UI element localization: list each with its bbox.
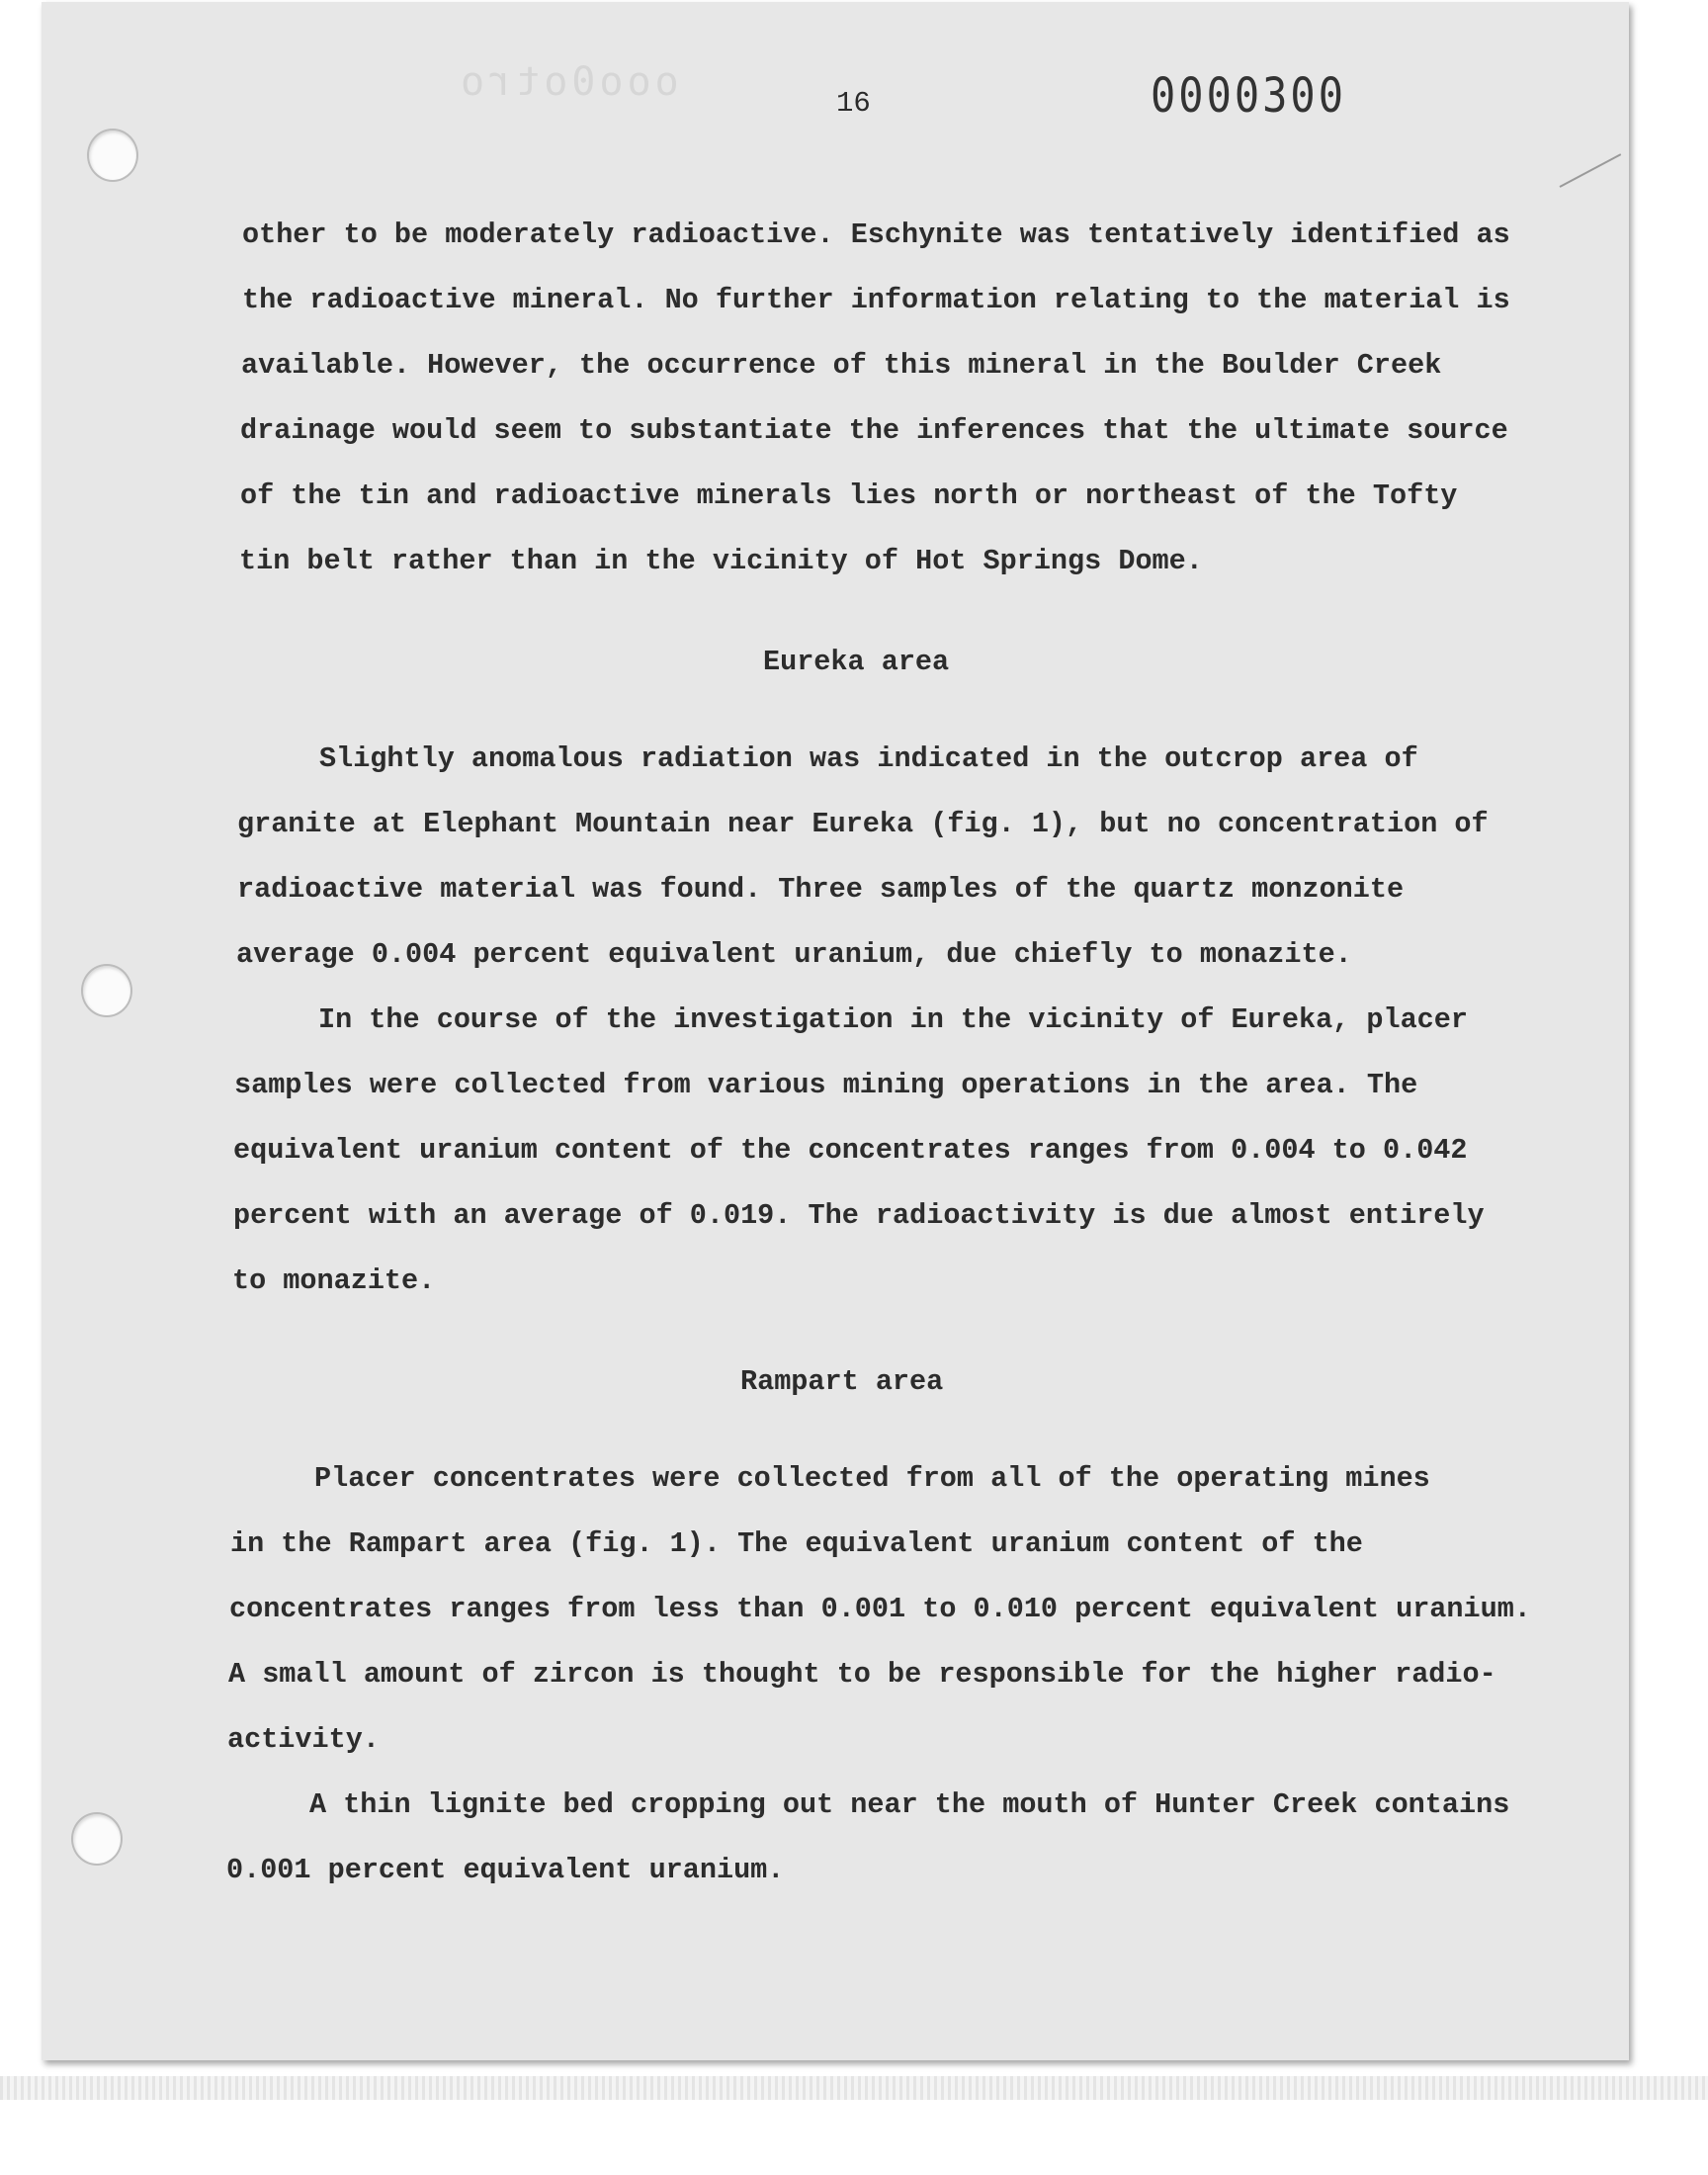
text-line: samples were collected from various mining operations in the area. The (234, 1069, 1418, 1101)
text-line: other to be moderately radioactive. Eschynite was tentatively identified as (242, 218, 1510, 251)
text-line: Slightly anomalous radiation was indicated in the outcrop area of (319, 742, 1418, 775)
punch-hole-bottom (71, 1812, 123, 1866)
text-line: percent with an average of 0.019. The radioactivity is due almost entirely (233, 1199, 1485, 1232)
text-line: tin belt rather than in the vicinity of Hot Springs Dome. (239, 545, 1203, 577)
text-line: the radioactive mineral. No further information relating to the material is (242, 284, 1510, 316)
text-line: radioactive material was found. Three samples of the quartz monzonite (237, 873, 1405, 906)
text-line: In the course of the investigation in the vicinity of Eureka, placer (318, 1003, 1468, 1036)
text-line: granite at Elephant Mountain near Eureka (fig. 1), but no concentration of (237, 808, 1489, 840)
text-line: A thin lignite bed cropping out near the mouth of Hunter Creek contains (309, 1788, 1510, 1821)
page-number: 16 (836, 87, 871, 120)
punch-hole-top (87, 129, 138, 182)
section-heading-rampart: Rampart area (740, 1365, 944, 1398)
text-line: of the tin and radioactive minerals lies north or northeast of the Tofty (240, 479, 1458, 512)
text-line: concentrates ranges from less than 0.001 to 0.010 percent equivalent uranium. (229, 1593, 1531, 1625)
text-line: Placer concentrates were collected from all of the operating mines (314, 1462, 1430, 1495)
text-line: 0.001 percent equivalent uranium. (226, 1854, 785, 1886)
text-line: available. However, the occurrence of this mineral in the Boulder Creek (241, 349, 1442, 382)
text-line: in the Rampart area (fig. 1). The equivalent uranium content of the (230, 1527, 1363, 1560)
text-line: equivalent uranium content of the concentrates ranges from 0.004 to 0.042 (233, 1134, 1468, 1167)
text-line: average 0.004 percent equivalent uranium, due chiefly to monazite. (236, 938, 1352, 971)
text-line: drainage would seem to substantiate the inferences that the ultimate source (240, 414, 1508, 447)
scanner-edge-strip (0, 2076, 1708, 2100)
section-heading-eureka: Eureka area (763, 646, 950, 678)
bleed-through-number: ooo0otro (457, 59, 679, 105)
document-id-stamp: 0000300 (1151, 67, 1347, 124)
punch-hole-middle (81, 964, 132, 1017)
text-line: to monazite. (232, 1264, 436, 1297)
text-line: A small amount of zircon is thought to be responsible for the higher radio- (228, 1658, 1496, 1691)
text-line: activity. (227, 1723, 380, 1756)
